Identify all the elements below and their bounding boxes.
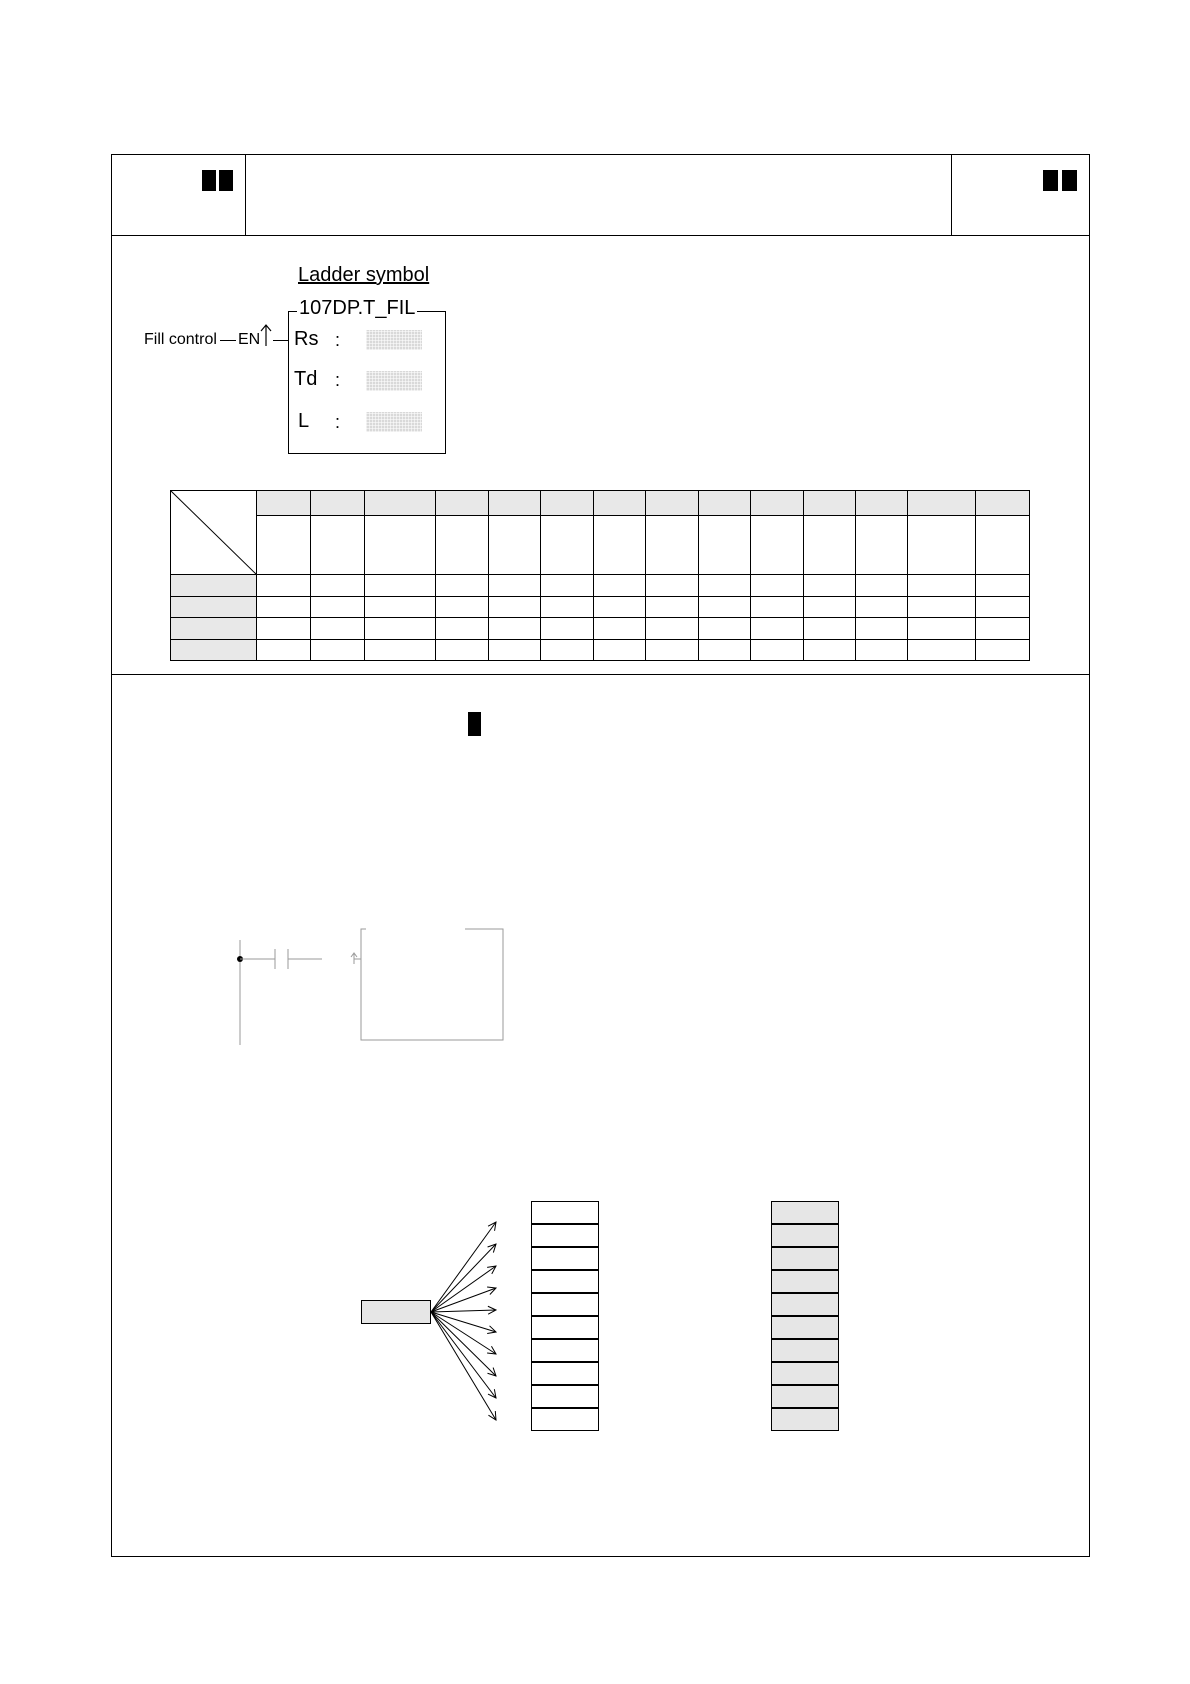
rising-edge-icon [258,322,274,348]
result-register [771,1201,839,1224]
fill-control-text: Fill control [144,331,217,348]
destination-register [531,1362,599,1385]
fill-arrow [431,1288,496,1312]
fill-arrow [431,1244,496,1312]
result-register [771,1293,839,1316]
operand-l-label: L [298,410,310,432]
result-register [771,1408,839,1431]
enable-wire [273,340,288,341]
fill-arrow [431,1312,496,1398]
section-marker [468,712,481,736]
fill-control-label [144,330,217,350]
destination-register [531,1293,599,1316]
operand-rs-value[interactable] [366,330,422,350]
header-right-divider [951,154,952,235]
enable-label: EN [238,331,261,348]
fill-arrow [431,1312,496,1354]
destination-register [531,1339,599,1362]
fill-arrow [431,1266,496,1312]
table-header-row-2 [171,516,1030,575]
operand-rs-sep: : [335,330,341,350]
page-frame [111,154,1090,1557]
header-divider [111,235,1090,236]
table-corner-cell [171,491,257,575]
operand-rs-label: Rs [294,328,319,350]
source-register [361,1300,431,1324]
header-marker-left-1 [202,170,216,191]
fill-control-wire [220,340,236,341]
result-register [771,1362,839,1385]
operand-l-value[interactable] [366,412,422,432]
header-marker-right-2 [1062,170,1077,191]
result-register [771,1270,839,1293]
table-row [171,597,1030,618]
destination-register [531,1224,599,1247]
operand-table [170,490,1030,661]
header-marker-left-2 [219,170,233,191]
result-register [771,1339,839,1362]
instruction-box [361,929,503,1040]
header-left-divider [245,154,246,235]
ladder-symbol-title: Ladder symbol [298,264,430,286]
table-row [171,618,1030,640]
operand-td-value[interactable] [366,371,422,391]
operand-td-sep: : [335,370,341,390]
destination-register [531,1316,599,1339]
destination-register [531,1385,599,1408]
table-row [171,575,1030,597]
fill-arrow [431,1310,496,1312]
destination-register [531,1408,599,1431]
program-example-ladder [230,920,510,1050]
destination-register [531,1201,599,1224]
fill-arrow [431,1222,496,1312]
destination-register [531,1270,599,1293]
result-register [771,1224,839,1247]
result-register [771,1247,839,1270]
result-register [771,1316,839,1339]
fill-arrows [428,1210,500,1432]
header-marker-right-1 [1043,170,1058,191]
diagonal-line [171,491,257,575]
table-row [171,640,1030,661]
table-header-row-1 [171,491,1030,516]
function-block-name: 107DP.T_FIL [299,297,416,319]
result-register [771,1385,839,1408]
destination-register [531,1247,599,1270]
operand-td-label: Td [294,368,318,390]
section-divider [111,674,1090,675]
operand-l-sep: : [335,412,341,432]
